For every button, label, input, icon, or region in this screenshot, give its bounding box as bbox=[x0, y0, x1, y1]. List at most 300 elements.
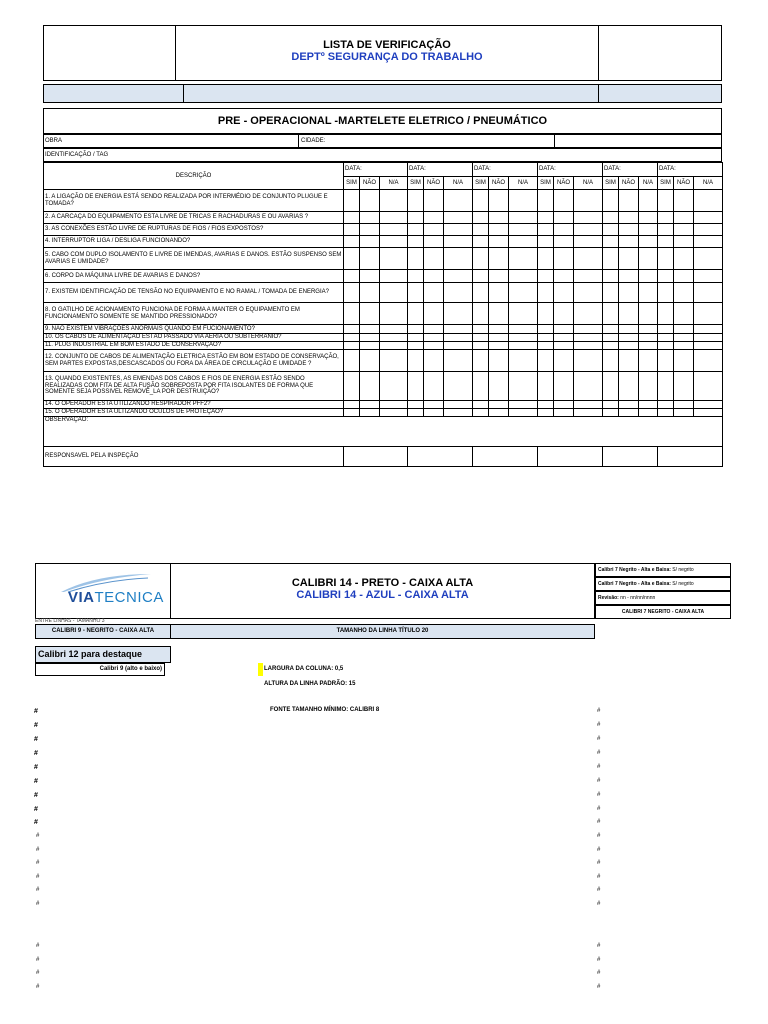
date-field[interactable] bbox=[603, 163, 658, 177]
answer-cell[interactable] bbox=[408, 248, 424, 270]
answer-cell[interactable] bbox=[509, 236, 538, 248]
hash-marker: # bbox=[597, 887, 601, 893]
answer-cell[interactable] bbox=[408, 190, 424, 212]
answer-cell[interactable] bbox=[674, 372, 694, 401]
answer-cell[interactable] bbox=[538, 212, 554, 224]
answer-cell[interactable] bbox=[554, 270, 574, 283]
answer-cell[interactable] bbox=[380, 283, 408, 303]
hash-marker: # bbox=[597, 860, 601, 866]
signature-field[interactable] bbox=[473, 447, 538, 467]
answer-cell[interactable] bbox=[639, 224, 658, 236]
answer-cell[interactable] bbox=[473, 212, 489, 224]
answer-cell[interactable] bbox=[674, 224, 694, 236]
answer-cell[interactable] bbox=[554, 350, 574, 372]
hash-marker: # bbox=[34, 819, 38, 826]
answer-cell[interactable] bbox=[424, 350, 444, 372]
answer-cell[interactable] bbox=[408, 303, 424, 325]
answer-cell[interactable] bbox=[658, 350, 674, 372]
answer-cell[interactable] bbox=[538, 270, 554, 283]
answer-cell[interactable] bbox=[694, 236, 723, 248]
answer-cell[interactable] bbox=[473, 248, 489, 270]
answer-cell[interactable] bbox=[344, 224, 360, 236]
answer-cell[interactable] bbox=[489, 236, 509, 248]
answer-cell[interactable] bbox=[619, 350, 639, 372]
answer-cell[interactable] bbox=[444, 409, 473, 417]
answer-cell[interactable] bbox=[574, 342, 603, 350]
answer-cell[interactable] bbox=[694, 350, 723, 372]
answer-cell[interactable] bbox=[639, 401, 658, 409]
answer-cell[interactable] bbox=[360, 283, 380, 303]
signature-field[interactable] bbox=[603, 447, 658, 467]
answer-cell[interactable] bbox=[658, 303, 674, 325]
answer-cell[interactable] bbox=[360, 401, 380, 409]
answer-cell[interactable] bbox=[424, 236, 444, 248]
answer-cell[interactable] bbox=[408, 325, 424, 334]
answer-cell[interactable] bbox=[674, 409, 694, 417]
answer-cell[interactable] bbox=[603, 303, 619, 325]
answer-cell[interactable] bbox=[554, 342, 574, 350]
header-nao: NÃO bbox=[360, 177, 380, 190]
answer-cell[interactable] bbox=[344, 401, 360, 409]
answer-cell[interactable] bbox=[444, 248, 473, 270]
answer-cell[interactable] bbox=[658, 325, 674, 334]
answer-cell[interactable] bbox=[489, 248, 509, 270]
answer-cell[interactable] bbox=[509, 334, 538, 342]
signature-field[interactable] bbox=[538, 447, 603, 467]
answer-cell[interactable] bbox=[658, 342, 674, 350]
answer-cell[interactable] bbox=[538, 236, 554, 248]
answer-cell[interactable] bbox=[619, 401, 639, 409]
answer-cell[interactable] bbox=[344, 409, 360, 417]
answer-cell[interactable] bbox=[639, 190, 658, 212]
answer-cell[interactable] bbox=[574, 334, 603, 342]
answer-cell[interactable] bbox=[424, 283, 444, 303]
answer-cell[interactable] bbox=[694, 342, 723, 350]
answer-cell[interactable] bbox=[674, 401, 694, 409]
answer-cell[interactable] bbox=[538, 248, 554, 270]
answer-cell[interactable] bbox=[473, 283, 489, 303]
answer-cell[interactable] bbox=[360, 409, 380, 417]
answer-cell[interactable] bbox=[360, 236, 380, 248]
answer-cell[interactable] bbox=[554, 224, 574, 236]
answer-cell[interactable] bbox=[380, 224, 408, 236]
answer-cell[interactable] bbox=[380, 303, 408, 325]
answer-cell[interactable] bbox=[360, 303, 380, 325]
answer-cell[interactable] bbox=[603, 334, 619, 342]
answer-cell[interactable] bbox=[344, 372, 360, 401]
answer-cell[interactable] bbox=[489, 372, 509, 401]
answer-cell[interactable] bbox=[603, 224, 619, 236]
answer-cell[interactable] bbox=[360, 190, 380, 212]
answer-cell[interactable] bbox=[489, 212, 509, 224]
hash-marker: # bbox=[597, 750, 601, 756]
answer-cell[interactable] bbox=[489, 283, 509, 303]
tpl-title-cell bbox=[170, 563, 595, 619]
answer-cell[interactable] bbox=[380, 334, 408, 342]
answer-cell[interactable] bbox=[694, 303, 723, 325]
answer-cell[interactable] bbox=[344, 212, 360, 224]
answer-cell[interactable] bbox=[509, 342, 538, 350]
answer-cell[interactable] bbox=[674, 350, 694, 372]
item-description: 3. AS CONEXÕES ESTÃO LIVRE DE RUPTURAS DE FIOS / FIOS EXPOSTOS? bbox=[44, 224, 344, 236]
answer-cell[interactable] bbox=[489, 334, 509, 342]
answer-cell[interactable] bbox=[509, 325, 538, 334]
signature-field[interactable] bbox=[344, 447, 408, 467]
answer-cell[interactable] bbox=[554, 212, 574, 224]
answer-cell[interactable] bbox=[603, 342, 619, 350]
answer-cell[interactable] bbox=[473, 190, 489, 212]
answer-cell[interactable] bbox=[473, 325, 489, 334]
answer-cell[interactable] bbox=[408, 212, 424, 224]
answer-cell[interactable] bbox=[658, 283, 674, 303]
answer-cell[interactable] bbox=[574, 325, 603, 334]
answer-cell[interactable] bbox=[408, 342, 424, 350]
answer-cell[interactable] bbox=[444, 372, 473, 401]
answer-cell[interactable] bbox=[538, 334, 554, 342]
answer-cell[interactable] bbox=[473, 224, 489, 236]
answer-cell[interactable] bbox=[658, 224, 674, 236]
answer-cell[interactable] bbox=[658, 409, 674, 417]
answer-cell[interactable] bbox=[658, 270, 674, 283]
answer-cell[interactable] bbox=[619, 409, 639, 417]
answer-cell[interactable] bbox=[380, 350, 408, 372]
answer-cell[interactable] bbox=[489, 190, 509, 212]
tpl-title-blue: CALIBRI 14 - AZUL - CAIXA ALTA bbox=[296, 589, 469, 601]
answer-cell[interactable] bbox=[509, 283, 538, 303]
logo-via: VIA bbox=[68, 589, 95, 606]
answer-cell[interactable] bbox=[473, 303, 489, 325]
answer-cell[interactable] bbox=[639, 372, 658, 401]
answer-cell[interactable] bbox=[380, 212, 408, 224]
answer-cell[interactable] bbox=[574, 248, 603, 270]
answer-cell[interactable] bbox=[444, 270, 473, 283]
answer-cell[interactable] bbox=[574, 224, 603, 236]
answer-cell[interactable] bbox=[639, 350, 658, 372]
answer-cell[interactable] bbox=[344, 270, 360, 283]
hash-marker: # bbox=[597, 970, 601, 976]
answer-cell[interactable] bbox=[380, 342, 408, 350]
answer-cell[interactable] bbox=[574, 212, 603, 224]
answer-cell[interactable] bbox=[360, 342, 380, 350]
answer-cell[interactable] bbox=[603, 401, 619, 409]
answer-cell[interactable] bbox=[473, 342, 489, 350]
answer-cell[interactable] bbox=[619, 270, 639, 283]
answer-cell[interactable] bbox=[408, 270, 424, 283]
answer-cell[interactable] bbox=[658, 248, 674, 270]
answer-cell[interactable] bbox=[658, 236, 674, 248]
answer-cell[interactable] bbox=[360, 325, 380, 334]
answer-cell[interactable] bbox=[554, 283, 574, 303]
answer-cell[interactable] bbox=[619, 325, 639, 334]
answer-cell[interactable] bbox=[344, 283, 360, 303]
answer-cell[interactable] bbox=[444, 334, 473, 342]
answer-cell[interactable] bbox=[574, 190, 603, 212]
answer-cell[interactable] bbox=[574, 372, 603, 401]
answer-cell[interactable] bbox=[489, 303, 509, 325]
answer-cell[interactable] bbox=[574, 270, 603, 283]
answer-cell[interactable] bbox=[603, 190, 619, 212]
answer-cell[interactable] bbox=[424, 401, 444, 409]
answer-cell[interactable] bbox=[473, 270, 489, 283]
answer-cell[interactable] bbox=[603, 372, 619, 401]
answer-cell[interactable] bbox=[674, 236, 694, 248]
answer-cell[interactable] bbox=[408, 372, 424, 401]
answer-cell[interactable] bbox=[694, 224, 723, 236]
answer-cell[interactable] bbox=[344, 325, 360, 334]
answer-cell[interactable] bbox=[344, 236, 360, 248]
answer-cell[interactable] bbox=[603, 350, 619, 372]
fonte-min-label: FONTE TAMANHO MÍNIMO: CALIBRI 8 bbox=[270, 707, 380, 713]
answer-cell[interactable] bbox=[694, 248, 723, 270]
answer-cell[interactable] bbox=[538, 224, 554, 236]
answer-cell[interactable] bbox=[639, 334, 658, 342]
answer-cell[interactable] bbox=[509, 401, 538, 409]
header-nao: NÃO bbox=[674, 177, 694, 190]
answer-cell[interactable] bbox=[603, 409, 619, 417]
date-field[interactable] bbox=[658, 163, 723, 177]
answer-cell[interactable] bbox=[619, 372, 639, 401]
answer-cell[interactable] bbox=[380, 190, 408, 212]
answer-cell[interactable] bbox=[674, 334, 694, 342]
answer-cell[interactable] bbox=[674, 283, 694, 303]
answer-cell[interactable] bbox=[360, 212, 380, 224]
signature-field[interactable] bbox=[408, 447, 473, 467]
answer-cell[interactable] bbox=[538, 283, 554, 303]
answer-cell[interactable] bbox=[603, 236, 619, 248]
answer-cell[interactable] bbox=[619, 342, 639, 350]
answer-cell[interactable] bbox=[603, 270, 619, 283]
answer-cell[interactable] bbox=[658, 334, 674, 342]
answer-cell[interactable] bbox=[694, 401, 723, 409]
answer-cell[interactable] bbox=[509, 409, 538, 417]
answer-cell[interactable] bbox=[344, 303, 360, 325]
answer-cell[interactable] bbox=[489, 342, 509, 350]
answer-cell[interactable] bbox=[639, 236, 658, 248]
answer-cell[interactable] bbox=[639, 303, 658, 325]
answer-cell[interactable] bbox=[408, 224, 424, 236]
answer-cell[interactable] bbox=[658, 190, 674, 212]
answer-cell[interactable] bbox=[674, 270, 694, 283]
answer-cell[interactable] bbox=[380, 270, 408, 283]
answer-cell[interactable] bbox=[538, 350, 554, 372]
answer-cell[interactable] bbox=[408, 236, 424, 248]
signature-field[interactable] bbox=[658, 447, 723, 467]
answer-cell[interactable] bbox=[509, 190, 538, 212]
answer-cell[interactable] bbox=[489, 409, 509, 417]
answer-cell[interactable] bbox=[408, 350, 424, 372]
answer-cell[interactable] bbox=[619, 190, 639, 212]
answer-cell[interactable] bbox=[574, 409, 603, 417]
answer-cell[interactable] bbox=[694, 334, 723, 342]
answer-cell[interactable] bbox=[554, 325, 574, 334]
answer-cell[interactable] bbox=[444, 236, 473, 248]
answer-cell[interactable] bbox=[694, 283, 723, 303]
responsavel-label-cell bbox=[44, 447, 344, 467]
answer-cell[interactable] bbox=[639, 283, 658, 303]
answer-cell[interactable] bbox=[639, 248, 658, 270]
answer-cell[interactable] bbox=[444, 212, 473, 224]
answer-cell[interactable] bbox=[408, 334, 424, 342]
answer-cell[interactable] bbox=[538, 190, 554, 212]
answer-cell[interactable] bbox=[380, 325, 408, 334]
answer-cell[interactable] bbox=[694, 212, 723, 224]
answer-cell[interactable] bbox=[360, 248, 380, 270]
answer-cell[interactable] bbox=[489, 401, 509, 409]
answer-cell[interactable] bbox=[538, 325, 554, 334]
answer-cell[interactable] bbox=[344, 342, 360, 350]
answer-cell[interactable] bbox=[360, 224, 380, 236]
answer-cell[interactable] bbox=[639, 212, 658, 224]
answer-cell[interactable] bbox=[658, 212, 674, 224]
answer-cell[interactable] bbox=[509, 270, 538, 283]
answer-cell[interactable] bbox=[473, 236, 489, 248]
answer-cell[interactable] bbox=[444, 303, 473, 325]
answer-cell[interactable] bbox=[424, 372, 444, 401]
answer-cell[interactable] bbox=[509, 372, 538, 401]
answer-cell[interactable] bbox=[619, 334, 639, 342]
answer-cell[interactable] bbox=[489, 270, 509, 283]
answer-cell[interactable] bbox=[380, 401, 408, 409]
answer-cell[interactable] bbox=[574, 303, 603, 325]
answer-cell[interactable] bbox=[619, 224, 639, 236]
answer-cell[interactable] bbox=[603, 325, 619, 334]
answer-cell[interactable] bbox=[509, 303, 538, 325]
answer-cell[interactable] bbox=[473, 409, 489, 417]
answer-cell[interactable] bbox=[360, 270, 380, 283]
answer-cell[interactable] bbox=[444, 190, 473, 212]
answer-cell[interactable] bbox=[694, 409, 723, 417]
table-row bbox=[44, 372, 723, 401]
answer-cell[interactable] bbox=[538, 342, 554, 350]
answer-cell[interactable] bbox=[674, 212, 694, 224]
answer-cell[interactable] bbox=[444, 224, 473, 236]
answer-cell[interactable] bbox=[408, 409, 424, 417]
answer-cell[interactable] bbox=[424, 342, 444, 350]
answer-cell[interactable] bbox=[444, 342, 473, 350]
answer-cell[interactable] bbox=[473, 350, 489, 372]
answer-cell[interactable] bbox=[603, 248, 619, 270]
answer-cell[interactable] bbox=[344, 248, 360, 270]
answer-cell[interactable] bbox=[360, 350, 380, 372]
answer-cell[interactable] bbox=[574, 401, 603, 409]
answer-cell[interactable] bbox=[424, 409, 444, 417]
hash-marker: # bbox=[597, 819, 601, 825]
answer-cell[interactable] bbox=[408, 401, 424, 409]
answer-cell[interactable] bbox=[509, 350, 538, 372]
header-sim: SIM bbox=[538, 177, 554, 190]
date-field[interactable] bbox=[408, 163, 473, 177]
answer-cell[interactable] bbox=[619, 212, 639, 224]
answer-cell[interactable] bbox=[538, 409, 554, 417]
answer-cell[interactable] bbox=[424, 325, 444, 334]
answer-cell[interactable] bbox=[489, 350, 509, 372]
answer-cell[interactable] bbox=[674, 190, 694, 212]
date-field[interactable] bbox=[538, 163, 603, 177]
answer-cell[interactable] bbox=[619, 248, 639, 270]
answer-cell[interactable] bbox=[424, 334, 444, 342]
answer-cell[interactable] bbox=[554, 190, 574, 212]
answer-cell[interactable] bbox=[694, 325, 723, 334]
answer-cell[interactable] bbox=[509, 224, 538, 236]
answer-cell[interactable] bbox=[344, 334, 360, 342]
answer-cell[interactable] bbox=[574, 236, 603, 248]
answer-cell[interactable] bbox=[619, 236, 639, 248]
answer-cell[interactable] bbox=[424, 248, 444, 270]
answer-cell[interactable] bbox=[424, 224, 444, 236]
answer-cell[interactable] bbox=[473, 401, 489, 409]
answer-cell[interactable] bbox=[489, 325, 509, 334]
answer-cell[interactable] bbox=[658, 401, 674, 409]
answer-cell[interactable] bbox=[380, 236, 408, 248]
answer-cell[interactable] bbox=[674, 303, 694, 325]
answer-cell[interactable] bbox=[380, 248, 408, 270]
answer-cell[interactable] bbox=[639, 325, 658, 334]
answer-cell[interactable] bbox=[489, 224, 509, 236]
answer-cell[interactable] bbox=[574, 283, 603, 303]
answer-cell[interactable] bbox=[603, 283, 619, 303]
answer-cell[interactable] bbox=[674, 248, 694, 270]
answer-cell[interactable] bbox=[424, 190, 444, 212]
answer-cell[interactable] bbox=[538, 401, 554, 409]
hash-marker: # bbox=[36, 874, 40, 880]
answer-cell[interactable] bbox=[444, 401, 473, 409]
answer-cell[interactable] bbox=[658, 372, 674, 401]
answer-cell[interactable] bbox=[639, 342, 658, 350]
answer-cell[interactable] bbox=[360, 372, 380, 401]
answer-cell[interactable] bbox=[619, 283, 639, 303]
answer-cell[interactable] bbox=[554, 236, 574, 248]
answer-cell[interactable] bbox=[538, 303, 554, 325]
answer-cell[interactable] bbox=[424, 270, 444, 283]
answer-cell[interactable] bbox=[639, 270, 658, 283]
answer-cell[interactable] bbox=[380, 409, 408, 417]
date-field[interactable] bbox=[344, 163, 408, 177]
answer-cell[interactable] bbox=[424, 212, 444, 224]
answer-cell[interactable] bbox=[509, 248, 538, 270]
answer-cell[interactable] bbox=[344, 350, 360, 372]
answer-cell[interactable] bbox=[694, 190, 723, 212]
answer-cell[interactable] bbox=[509, 212, 538, 224]
answer-cell[interactable] bbox=[554, 303, 574, 325]
answer-cell[interactable] bbox=[444, 350, 473, 372]
answer-cell[interactable] bbox=[574, 350, 603, 372]
answer-cell[interactable] bbox=[473, 334, 489, 342]
answer-cell[interactable] bbox=[554, 372, 574, 401]
answer-cell[interactable] bbox=[380, 372, 408, 401]
answer-cell[interactable] bbox=[554, 401, 574, 409]
observacao-field[interactable] bbox=[44, 417, 723, 447]
answer-cell[interactable] bbox=[538, 372, 554, 401]
answer-cell[interactable] bbox=[408, 283, 424, 303]
answer-cell[interactable] bbox=[554, 248, 574, 270]
answer-cell[interactable] bbox=[444, 325, 473, 334]
answer-cell[interactable] bbox=[444, 283, 473, 303]
answer-cell[interactable] bbox=[674, 325, 694, 334]
answer-cell[interactable] bbox=[694, 270, 723, 283]
date-field[interactable] bbox=[473, 163, 538, 177]
answer-cell[interactable] bbox=[344, 190, 360, 212]
answer-cell[interactable] bbox=[554, 334, 574, 342]
answer-cell[interactable] bbox=[424, 303, 444, 325]
answer-cell[interactable] bbox=[674, 342, 694, 350]
answer-cell[interactable] bbox=[619, 303, 639, 325]
answer-cell[interactable] bbox=[473, 372, 489, 401]
answer-cell[interactable] bbox=[694, 372, 723, 401]
answer-cell[interactable] bbox=[639, 409, 658, 417]
answer-cell[interactable] bbox=[603, 212, 619, 224]
answer-cell[interactable] bbox=[554, 409, 574, 417]
answer-cell[interactable] bbox=[360, 334, 380, 342]
